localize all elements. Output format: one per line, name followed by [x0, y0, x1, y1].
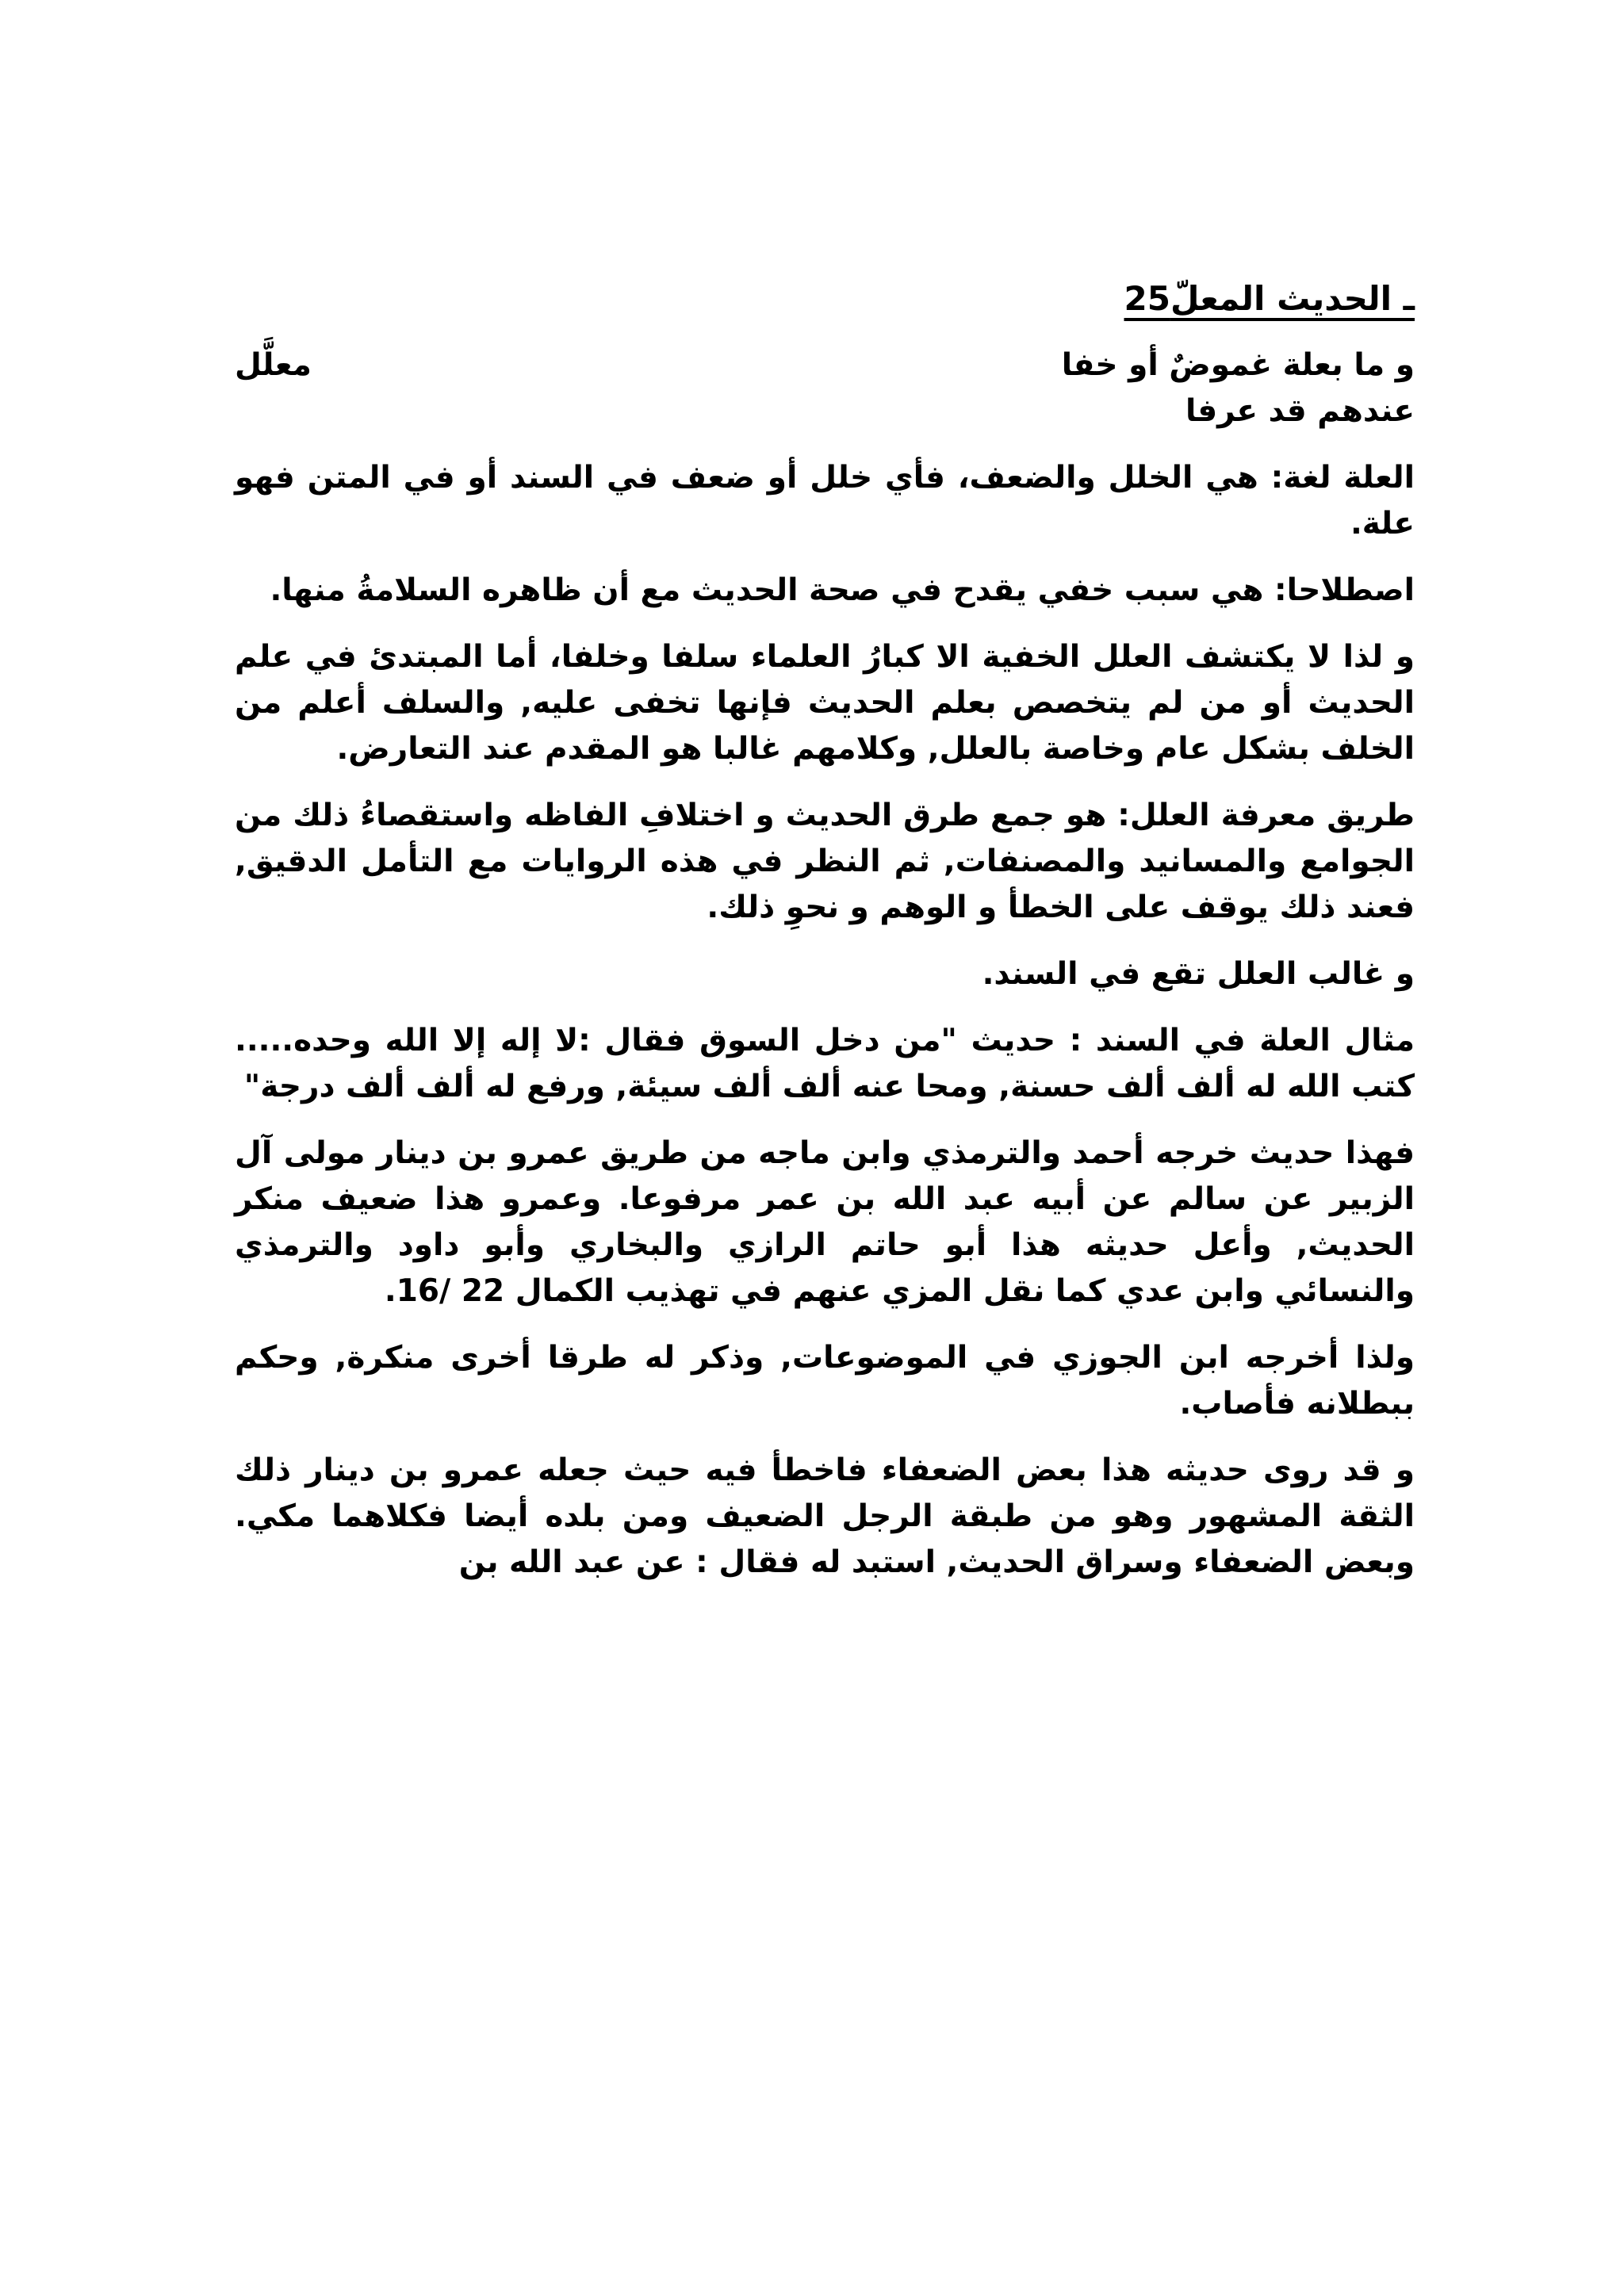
paragraph-takhrij: فهذا حديث خرجه أحمد والترمذي وابن ماجه من طريق عمرو بن دينار مولى آل الزبير عن سالم عن أبيه عبد الله بن عمر مرفوعا. وعمرو هذا ضعيف منكر الحديث, وأعل حديثه هذا أبو حاتم الرازي والبخاري وأبو داود والترمذي والنسائي وابن عدي كما نقل المزي عنهم في تهذيب الكمال 22 /16.	[235, 1135, 1415, 1309]
verse-line-2	[235, 388, 1415, 434]
verse-hemistich-1: و ما بعلة غموضٌ أو خفا	[1061, 347, 1415, 383]
page-title: ـ الحديث المعلّ25	[1124, 279, 1415, 318]
paragraph-isnad-note: و غالب العلل تقع في السند.	[982, 956, 1415, 992]
paragraph-example: مثال العلة في السند : حديث "من دخل السوق فقال :لا إله إلا الله وحده..... كتب الله له ألف ألف حسنة, ومحا عنه ألف ألف سيئة, ورفع له ألف ألف درجة"	[235, 1023, 1415, 1104]
paragraph-method: طريق معرفة العلل: هو جمع طرق الحديث و اختلافِ الفاظه واستقصاءُ ذلك من الجوامع والمسانيد والمصنفات, ثم النظر في هذه الروايات مع التأمل الدقيق, فعند ذلك يوقف على الخطأ و الوهم و نحوِ ذلك.	[235, 798, 1415, 925]
heading-row	[235, 276, 1415, 342]
verse-line-1	[235, 342, 1415, 388]
paragraph-definition-technical: اصطلاحا: هي سبب خفي يقدح في صحة الحديث مع أن ظاهره السلامةُ منها.	[270, 572, 1415, 608]
paragraph-weak-narrators: و قد روى حديثه هذا بعض الضعفاء فاخطأ فيه حيث جعله عمرو بن دينار ذلك الثقة المشهور وهو من طبقة الرجل الضعيف ومن بلده أيضا فكلاهما مكي. وبعض الضعفاء وسراق الحديث, استبد له فقال : عن عبد الله بن	[235, 1452, 1415, 1580]
paragraph-ibn-jawzi: ولذا أخرجه ابن الجوزي في الموضوعات, وذكر له طرقا أخرى منكرة, وحكم ببطلانه فأصاب.	[235, 1340, 1415, 1422]
verse-block	[235, 342, 1415, 434]
paragraph-scholars: و لذا لا يكتشف العلل الخفية الا كبارُ العلماء سلفا وخلفا، أما المبتدئ في علم الحديث أو من لم يتخصص بعلم الحديث فإنها تخفى عليه, والسلف أعلم من الخلف بشكل عام وخاصة بالعلل, وكلامهم غالبا هو المقدم عند التعارض.	[235, 639, 1415, 767]
verse-line-2-text: عندهم قد عرفا	[1185, 393, 1415, 429]
document-body	[235, 276, 1415, 1606]
paragraph-definition-linguistic: العلة لغة: هي الخلل والضعف، فأي خلل أو ضعف في السند أو في المتن فهو علة.	[235, 460, 1415, 541]
verse-hemistich-2: معلَّل	[235, 347, 312, 383]
